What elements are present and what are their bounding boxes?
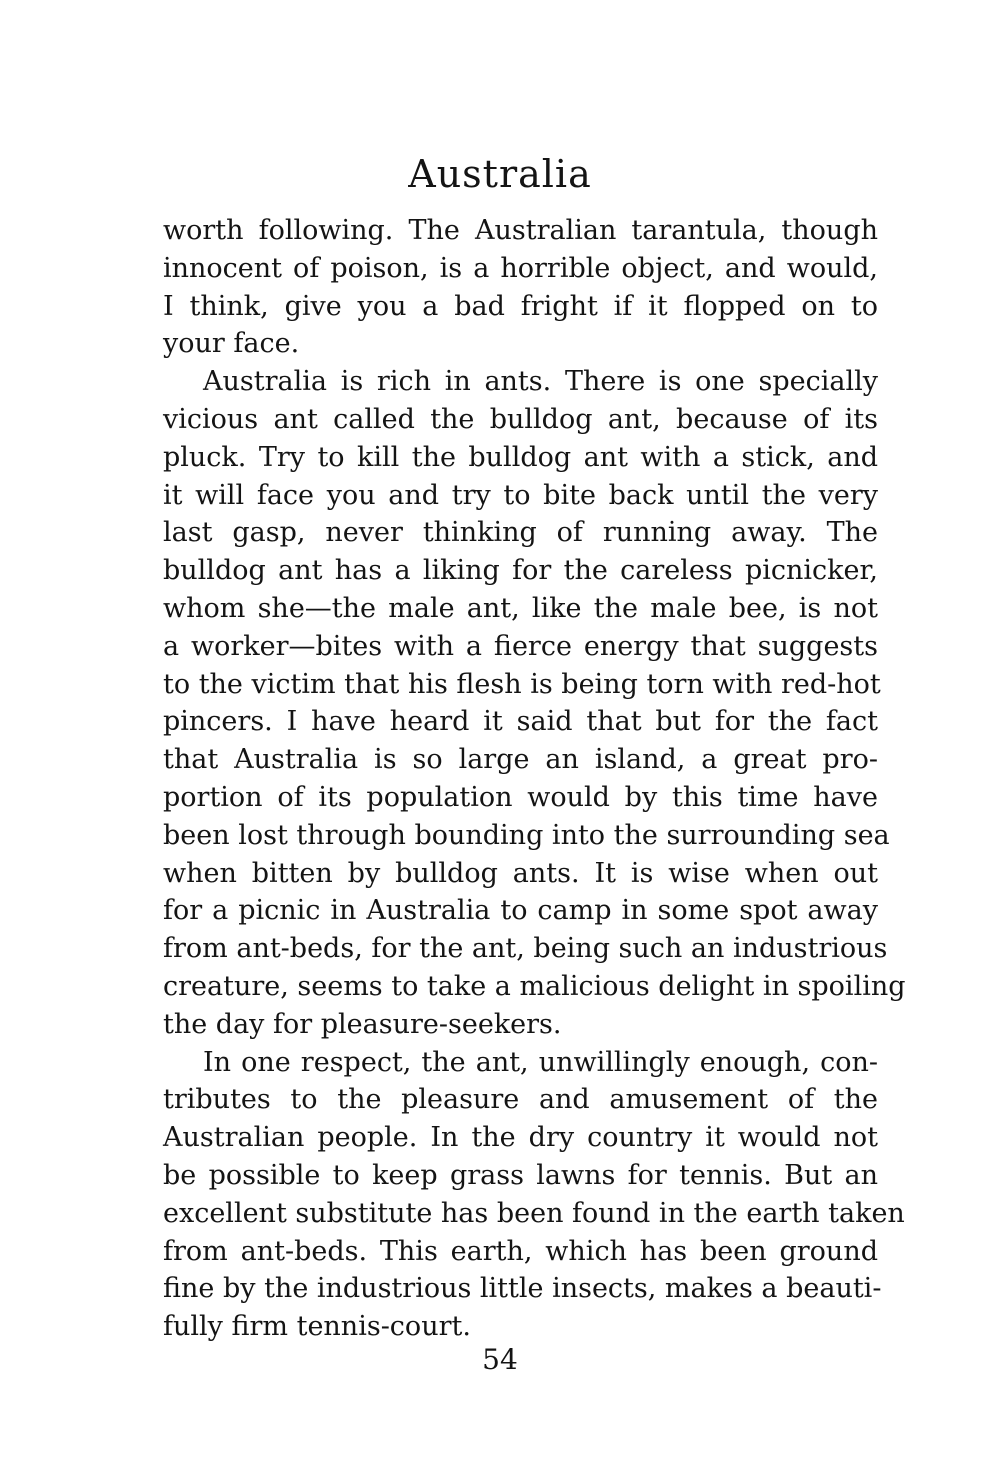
text-line: I think, give you a bad fright if it flopped on to <box>163 290 878 322</box>
text-line: pluck. Try to kill the bulldog ant with a stick, and <box>163 441 878 473</box>
text-line: innocent of poison, is a horrible object, and would, <box>163 252 878 284</box>
text-line: be possible to keep grass lawns for tennis. But an <box>163 1159 878 1191</box>
text-line: creature, seems to take a malicious delight in spoiling <box>163 970 906 1002</box>
text-line: from ant-beds, for the ant, being such an industrious <box>163 933 888 965</box>
body-text <box>163 212 906 1346</box>
text-line: vicious ant called the bulldog ant, because of its <box>163 403 878 435</box>
text-line: for a picnic in Australia to camp in some spot away <box>163 895 878 927</box>
text-line: last gasp, never thinking of running away. The <box>163 517 878 549</box>
text-line: excellent substitute has been found in the earth taken <box>163 1197 905 1229</box>
text-line: worth following. The Australian tarantula, though <box>163 215 878 246</box>
text-line: to the victim that his flesh is being torn with red-hot <box>163 668 881 700</box>
page-number: 54 <box>482 1343 518 1376</box>
text-line: Australian people. In the dry country it would not <box>163 1122 878 1154</box>
text-line: bulldog ant has a liking for the careless picnicker, <box>163 555 878 587</box>
text-line: that Australia is so large an island, a great pro- <box>163 744 878 776</box>
text-line: pincers. I have heard it said that but for the fact <box>163 706 878 738</box>
text-line: whom she—the male ant, like the male bee, is not <box>163 592 878 624</box>
text-line: when bitten by bulldog ants. It is wise when out <box>163 857 878 889</box>
text-line: tributes to the pleasure and amusement of the <box>163 1084 878 1116</box>
text-line: a worker—bites with a fierce energy that suggests <box>163 630 878 662</box>
running-head: Australia <box>408 152 592 196</box>
text-line: Australia is rich in ants. There is one specially <box>203 366 878 398</box>
text-line: In one respect, the ant, unwillingly enough, con- <box>203 1046 878 1078</box>
text-line: portion of its population would by this time have <box>163 781 878 813</box>
text-line: the day for pleasure-seekers. <box>163 1008 562 1040</box>
text-line: been lost through bounding into the surrounding sea <box>163 819 890 851</box>
text-line: from ant-beds. This earth, which has been ground <box>163 1235 878 1267</box>
text-line: it will face you and try to bite back until the very <box>163 479 878 511</box>
text-line: fine by the industrious little insects, makes a beauti- <box>163 1273 882 1305</box>
text-line: fully firm tennis-court. <box>163 1311 471 1343</box>
text-line: your face. <box>163 328 300 360</box>
